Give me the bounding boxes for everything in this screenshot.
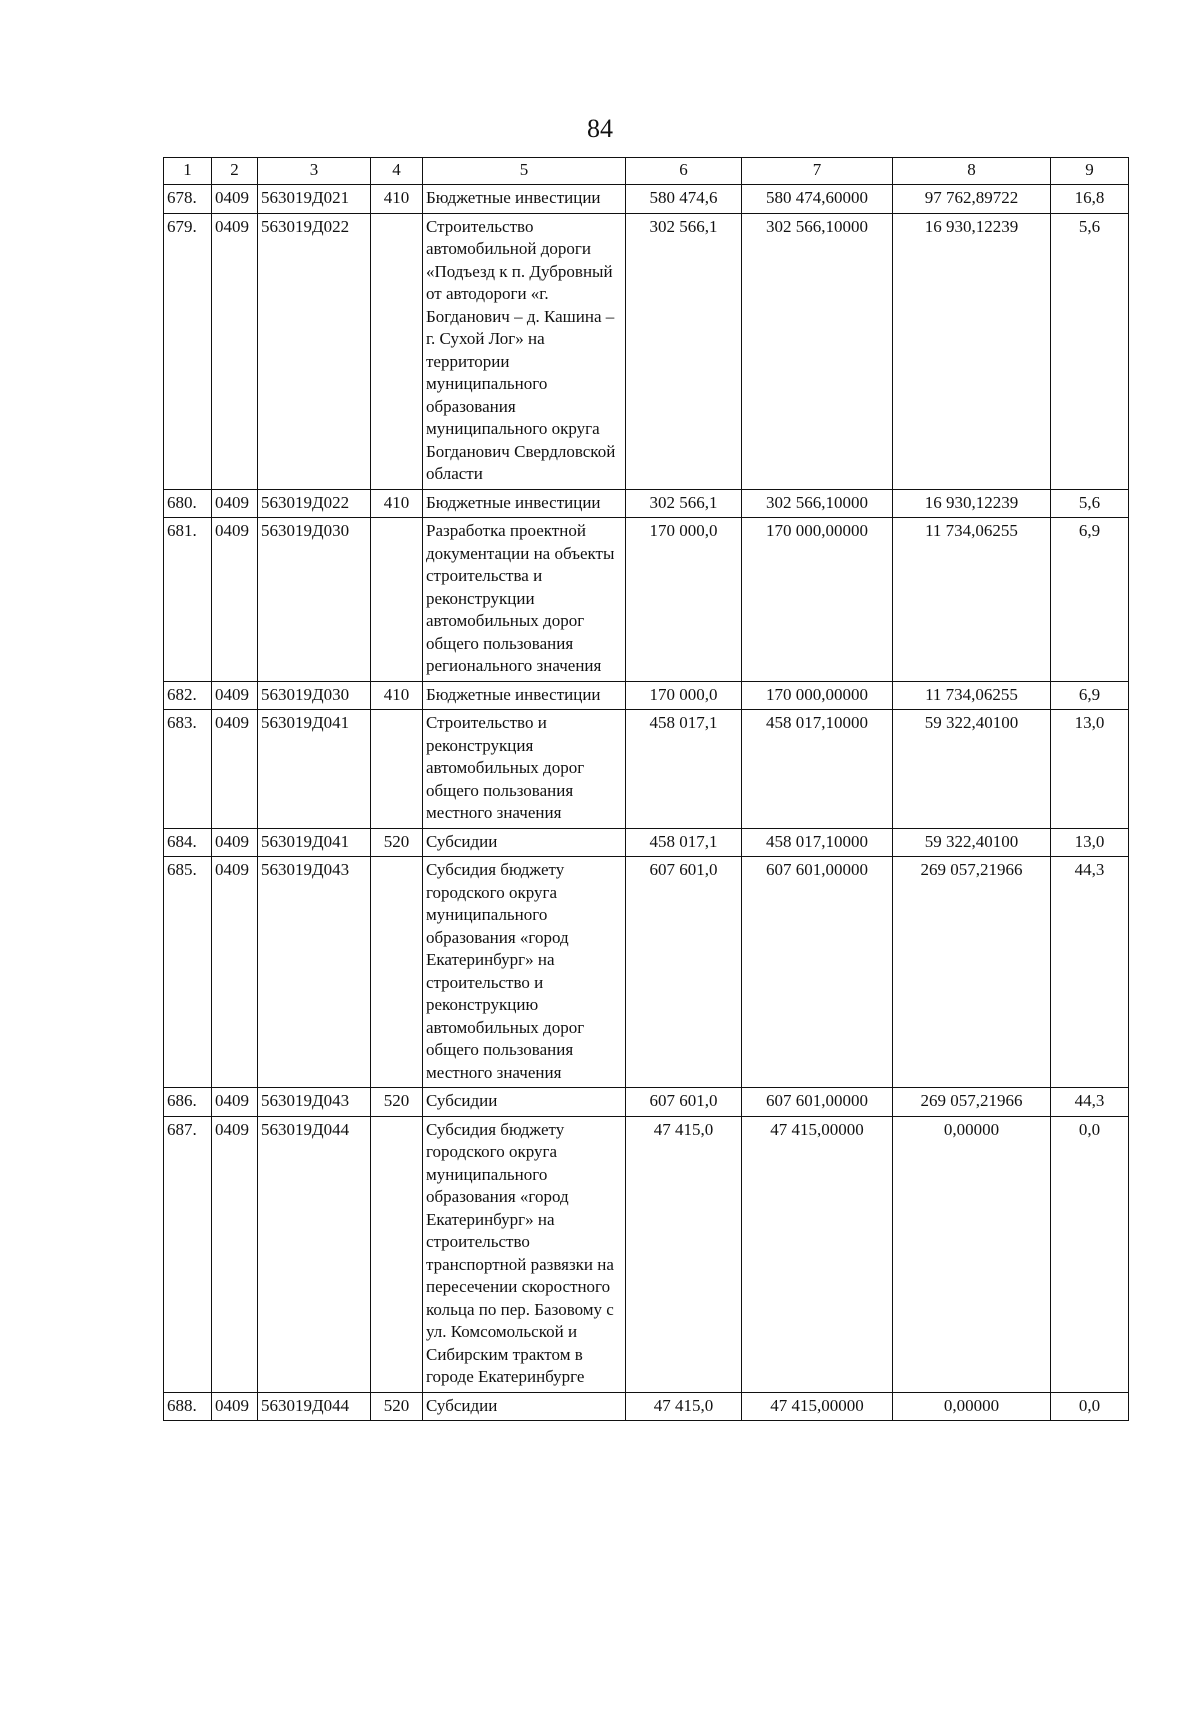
item-name: Субсидии: [423, 828, 626, 857]
table-row: [164, 1392, 1129, 1421]
value-col7: 458 017,10000: [742, 828, 893, 857]
row-number: 687.: [164, 1116, 212, 1392]
value-col6: 607 601,0: [626, 857, 742, 1088]
table-row: [164, 710, 1129, 829]
target-article-code: 563019Д041: [258, 710, 371, 829]
section-code: 0409: [212, 710, 258, 829]
row-number: 682.: [164, 681, 212, 710]
expense-type-code: [371, 518, 423, 682]
column-header: 8: [893, 158, 1051, 185]
value-col7: 47 415,00000: [742, 1392, 893, 1421]
expense-type-code: [371, 213, 423, 489]
section-code: 0409: [212, 518, 258, 682]
percent-col9: 6,9: [1051, 518, 1129, 682]
row-number: 685.: [164, 857, 212, 1088]
table-row: [164, 1116, 1129, 1392]
section-code: 0409: [212, 1392, 258, 1421]
target-article-code: 563019Д043: [258, 1088, 371, 1117]
section-code: 0409: [212, 489, 258, 518]
target-article-code: 563019Д030: [258, 518, 371, 682]
expense-type-code: 410: [371, 489, 423, 518]
item-name: Строительство и реконструкция автомобильных дорог общего пользования местного значения: [423, 710, 626, 829]
section-code: 0409: [212, 828, 258, 857]
percent-col9: 44,3: [1051, 1088, 1129, 1117]
percent-col9: 13,0: [1051, 710, 1129, 829]
item-name: Субсидии: [423, 1392, 626, 1421]
expense-type-code: 410: [371, 185, 423, 214]
table-row: [164, 857, 1129, 1088]
table-row: [164, 1088, 1129, 1117]
expense-type-code: 520: [371, 1088, 423, 1117]
percent-col9: 6,9: [1051, 681, 1129, 710]
expense-type-code: 410: [371, 681, 423, 710]
row-number: 678.: [164, 185, 212, 214]
value-col8: 11 734,06255: [893, 518, 1051, 682]
item-name: Строительство автомобильной дороги «Подъезд к п. Дубровный от автодороги «г. Богданович – д. Кашина – г. Сухой Лог» на территории муниципального образования муниципального округа Богданович Свердловской области: [423, 213, 626, 489]
expense-type-code: [371, 710, 423, 829]
value-col6: 302 566,1: [626, 213, 742, 489]
row-number: 688.: [164, 1392, 212, 1421]
value-col6: 580 474,6: [626, 185, 742, 214]
target-article-code: 563019Д044: [258, 1392, 371, 1421]
table-row: [164, 185, 1129, 214]
value-col7: 170 000,00000: [742, 681, 893, 710]
item-name: Бюджетные инвестиции: [423, 185, 626, 214]
item-name: Бюджетные инвестиции: [423, 489, 626, 518]
value-col8: 11 734,06255: [893, 681, 1051, 710]
table-row: [164, 489, 1129, 518]
table-row: [164, 518, 1129, 682]
percent-col9: 16,8: [1051, 185, 1129, 214]
column-header: 5: [423, 158, 626, 185]
value-col8: 59 322,40100: [893, 710, 1051, 829]
row-number: 681.: [164, 518, 212, 682]
value-col6: 607 601,0: [626, 1088, 742, 1117]
table-row: [164, 213, 1129, 489]
percent-col9: 0,0: [1051, 1116, 1129, 1392]
table-row: [164, 828, 1129, 857]
expense-type-code: [371, 1116, 423, 1392]
value-col6: 170 000,0: [626, 518, 742, 682]
value-col7: 580 474,60000: [742, 185, 893, 214]
row-number: 684.: [164, 828, 212, 857]
value-col6: 47 415,0: [626, 1392, 742, 1421]
item-name: Бюджетные инвестиции: [423, 681, 626, 710]
value-col8: 59 322,40100: [893, 828, 1051, 857]
value-col7: 47 415,00000: [742, 1116, 893, 1392]
target-article-code: 563019Д022: [258, 489, 371, 518]
percent-col9: 5,6: [1051, 489, 1129, 518]
item-name: Субсидия бюджету городского округа муниципального образования «город Екатеринбург» на строительство и реконструкцию автомобильных дорог общего пользования местного значения: [423, 857, 626, 1088]
value-col7: 302 566,10000: [742, 213, 893, 489]
header-row: [164, 158, 1129, 185]
column-header: 4: [371, 158, 423, 185]
budget-table: [163, 157, 1129, 1421]
target-article-code: 563019Д021: [258, 185, 371, 214]
item-name: Субсидии: [423, 1088, 626, 1117]
value-col8: 16 930,12239: [893, 489, 1051, 518]
section-code: 0409: [212, 213, 258, 489]
expense-type-code: 520: [371, 1392, 423, 1421]
percent-col9: 44,3: [1051, 857, 1129, 1088]
value-col6: 458 017,1: [626, 828, 742, 857]
row-number: 679.: [164, 213, 212, 489]
expense-type-code: [371, 857, 423, 1088]
column-header: 6: [626, 158, 742, 185]
value-col8: 269 057,21966: [893, 857, 1051, 1088]
target-article-code: 563019Д041: [258, 828, 371, 857]
value-col6: 302 566,1: [626, 489, 742, 518]
page-number: 84: [587, 114, 613, 143]
row-number: 686.: [164, 1088, 212, 1117]
value-col8: 269 057,21966: [893, 1088, 1051, 1117]
value-col7: 302 566,10000: [742, 489, 893, 518]
section-code: 0409: [212, 857, 258, 1088]
value-col7: 170 000,00000: [742, 518, 893, 682]
value-col6: 458 017,1: [626, 710, 742, 829]
target-article-code: 563019Д030: [258, 681, 371, 710]
item-name: Субсидия бюджету городского округа муниципального образования «город Екатеринбург» на строительство транспортной развязки на пересечении скоростного кольца по пер. Базовому с ул. Комсомольской и Сибирским трактом в городе Екатеринбурге: [423, 1116, 626, 1392]
value-col8: 0,00000: [893, 1392, 1051, 1421]
value-col6: 170 000,0: [626, 681, 742, 710]
percent-col9: 0,0: [1051, 1392, 1129, 1421]
value-col7: 607 601,00000: [742, 1088, 893, 1117]
item-name: Разработка проектной документации на объекты строительства и реконструкции автомобильных дорог общего пользования регионального значения: [423, 518, 626, 682]
column-header: 2: [212, 158, 258, 185]
section-code: 0409: [212, 681, 258, 710]
column-header: 3: [258, 158, 371, 185]
column-header: 7: [742, 158, 893, 185]
row-number: 683.: [164, 710, 212, 829]
value-col8: 16 930,12239: [893, 213, 1051, 489]
target-article-code: 563019Д043: [258, 857, 371, 1088]
target-article-code: 563019Д022: [258, 213, 371, 489]
value-col8: 0,00000: [893, 1116, 1051, 1392]
percent-col9: 13,0: [1051, 828, 1129, 857]
percent-col9: 5,6: [1051, 213, 1129, 489]
value-col6: 47 415,0: [626, 1116, 742, 1392]
target-article-code: 563019Д044: [258, 1116, 371, 1392]
row-number: 680.: [164, 489, 212, 518]
column-header: 1: [164, 158, 212, 185]
value-col7: 607 601,00000: [742, 857, 893, 1088]
section-code: 0409: [212, 1088, 258, 1117]
table-row: [164, 681, 1129, 710]
value-col7: 458 017,10000: [742, 710, 893, 829]
section-code: 0409: [212, 1116, 258, 1392]
value-col8: 97 762,89722: [893, 185, 1051, 214]
section-code: 0409: [212, 185, 258, 214]
expense-type-code: 520: [371, 828, 423, 857]
column-header: 9: [1051, 158, 1129, 185]
